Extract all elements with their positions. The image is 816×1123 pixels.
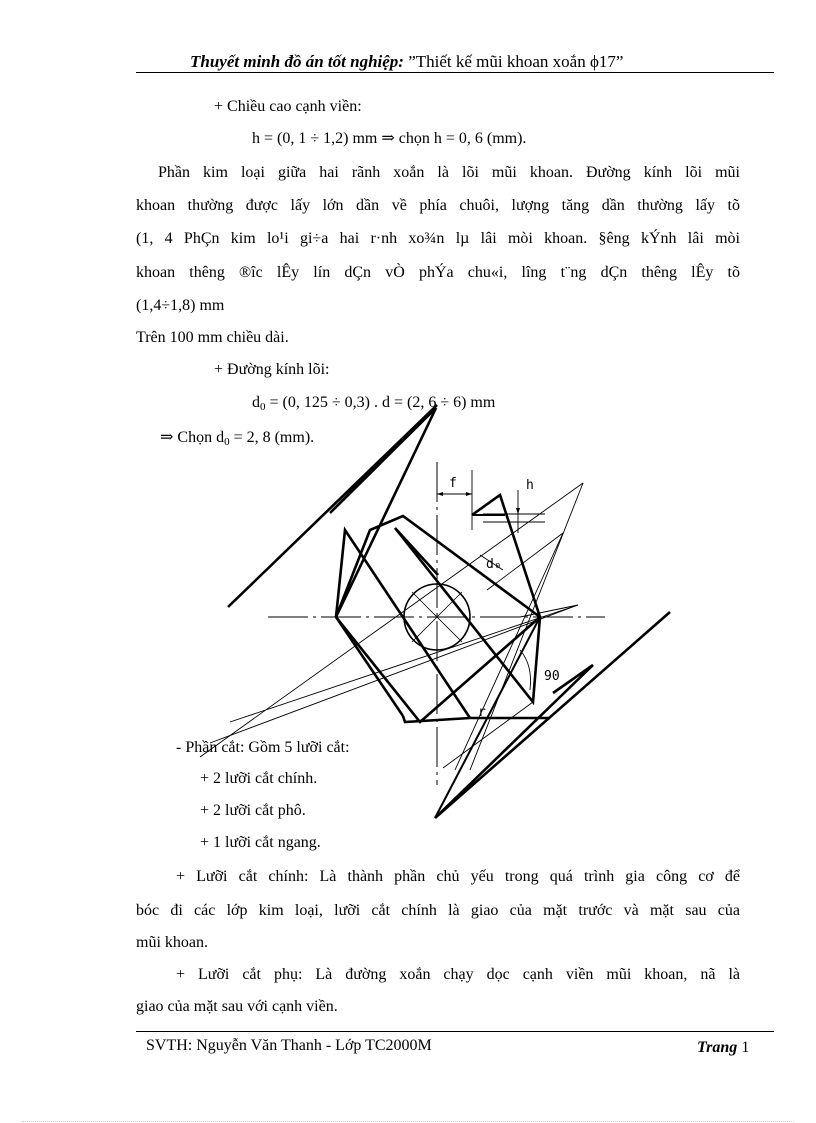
cutting-edge-item-2: + 2 lưỡi cắt phô. — [200, 802, 306, 819]
cross-edge-1 — [336, 530, 470, 718]
footer-page — [697, 1039, 749, 1057]
dim-h-arrow — [516, 508, 520, 514]
para1-line2: khoan thường được lấy lớn dần về phía chuôi, lượng tăng dần thường lấy tõ — [136, 197, 740, 214]
lower-right-flute — [435, 612, 670, 818]
para1-line4: khoan thêng ®îc lÊy lín dÇn vÒ phÝa chu«i, lîng t¨ng dÇn thêng lÊy tõ — [136, 264, 740, 281]
footer-page-label: Trang — [697, 1039, 738, 1056]
rim-height-formula: h = (0, 1 ÷ 1,2) mm ⇒ chọn h = 0, 6 (mm). — [252, 130, 527, 147]
upper-edge — [336, 516, 540, 617]
main-edge-line1: + Lưỡi cắt chính: Là thành phần chủ yếu trong quá trình gia công cơ để — [176, 868, 740, 885]
page-bottom-dotted-rule — [22, 1121, 794, 1122]
upper-left-flute — [228, 405, 437, 617]
construction-line-1 — [200, 483, 583, 757]
header-title-rest: ”Thiết kế mũi khoan xoắn ϕ17” — [403, 52, 624, 71]
label-f: f — [449, 476, 457, 491]
para1-line5: (1,4÷1,8) mm — [136, 297, 225, 314]
dim-f-arrow-r — [466, 492, 472, 496]
cutting-edge-item-3: + 1 lưỡi cắt ngang. — [200, 834, 321, 851]
main-edge-line2: bóc đi các lớp kim loại, lưỡi cắt chính là giao của mặt trước và mặt sau của — [136, 902, 740, 919]
label-90: 90 — [544, 669, 560, 684]
core-formula-d: d — [252, 394, 260, 411]
choose-text: ⇒ Chọn d — [160, 429, 225, 446]
core-formula-sub: 0 — [260, 401, 266, 413]
core-formula-rest: = (0, 125 ÷ 0,3) . d = (2, 6 ÷ 6) mm — [265, 394, 496, 411]
cutting-part-title: - Phần cắt: Gồm 5 lưỡi cắt: — [176, 739, 350, 756]
main-edge-line3: mũi khoan. — [136, 934, 208, 951]
construction-line-5 — [455, 533, 563, 770]
construction-line-2 — [210, 605, 578, 743]
aux-edge-line2: giao của mặt sau với cạnh viền. — [136, 998, 338, 1015]
footer-student: SVTH: Nguyễn Văn Thanh - Lớp TC2000M — [146, 1037, 432, 1054]
choose-rest: = 2, 8 (mm). — [229, 429, 315, 446]
para1-line1: Phần kim loại giữa hai rãnh xoắn là lõi mũi khoan. Đường kính lõi mũi — [158, 164, 740, 181]
label-r: r — [478, 705, 486, 720]
rim-height-label: + Chiều cao cạnh viền: — [214, 98, 362, 115]
construction-line-4 — [470, 483, 583, 770]
core-diameter-label: + Đường kính lõi: — [214, 361, 330, 378]
aux-edge-line1: + Lưỡi cắt phụ: Là đường xoắn chạy dọc cạnh viền mũi khoan, nã là — [176, 966, 740, 983]
dim-f-arrow-l — [437, 492, 443, 496]
angle-arc — [520, 650, 531, 690]
cutting-edge-item-1: + 2 lưỡi cắt chính. — [200, 770, 318, 787]
para1-line6: Trên 100 mm chiều dài. — [136, 329, 289, 346]
footer-page-number: 1 — [737, 1039, 750, 1056]
para1-line3: (1, 4 PhÇn kim lo¹i gi÷a hai r·nh xo¾n lµ lâi mòi khoan. §êng kÝnh lâi mòi — [136, 230, 740, 247]
footer-rule — [136, 1031, 774, 1032]
choose-sub: 0 — [224, 436, 230, 448]
label-h: h — [526, 478, 534, 493]
lower-left-edge — [336, 617, 403, 716]
header-title-italic: Thuyết minh đồ án tốt nghiệp: — [190, 52, 404, 71]
label-d0: d₀ — [486, 557, 502, 572]
